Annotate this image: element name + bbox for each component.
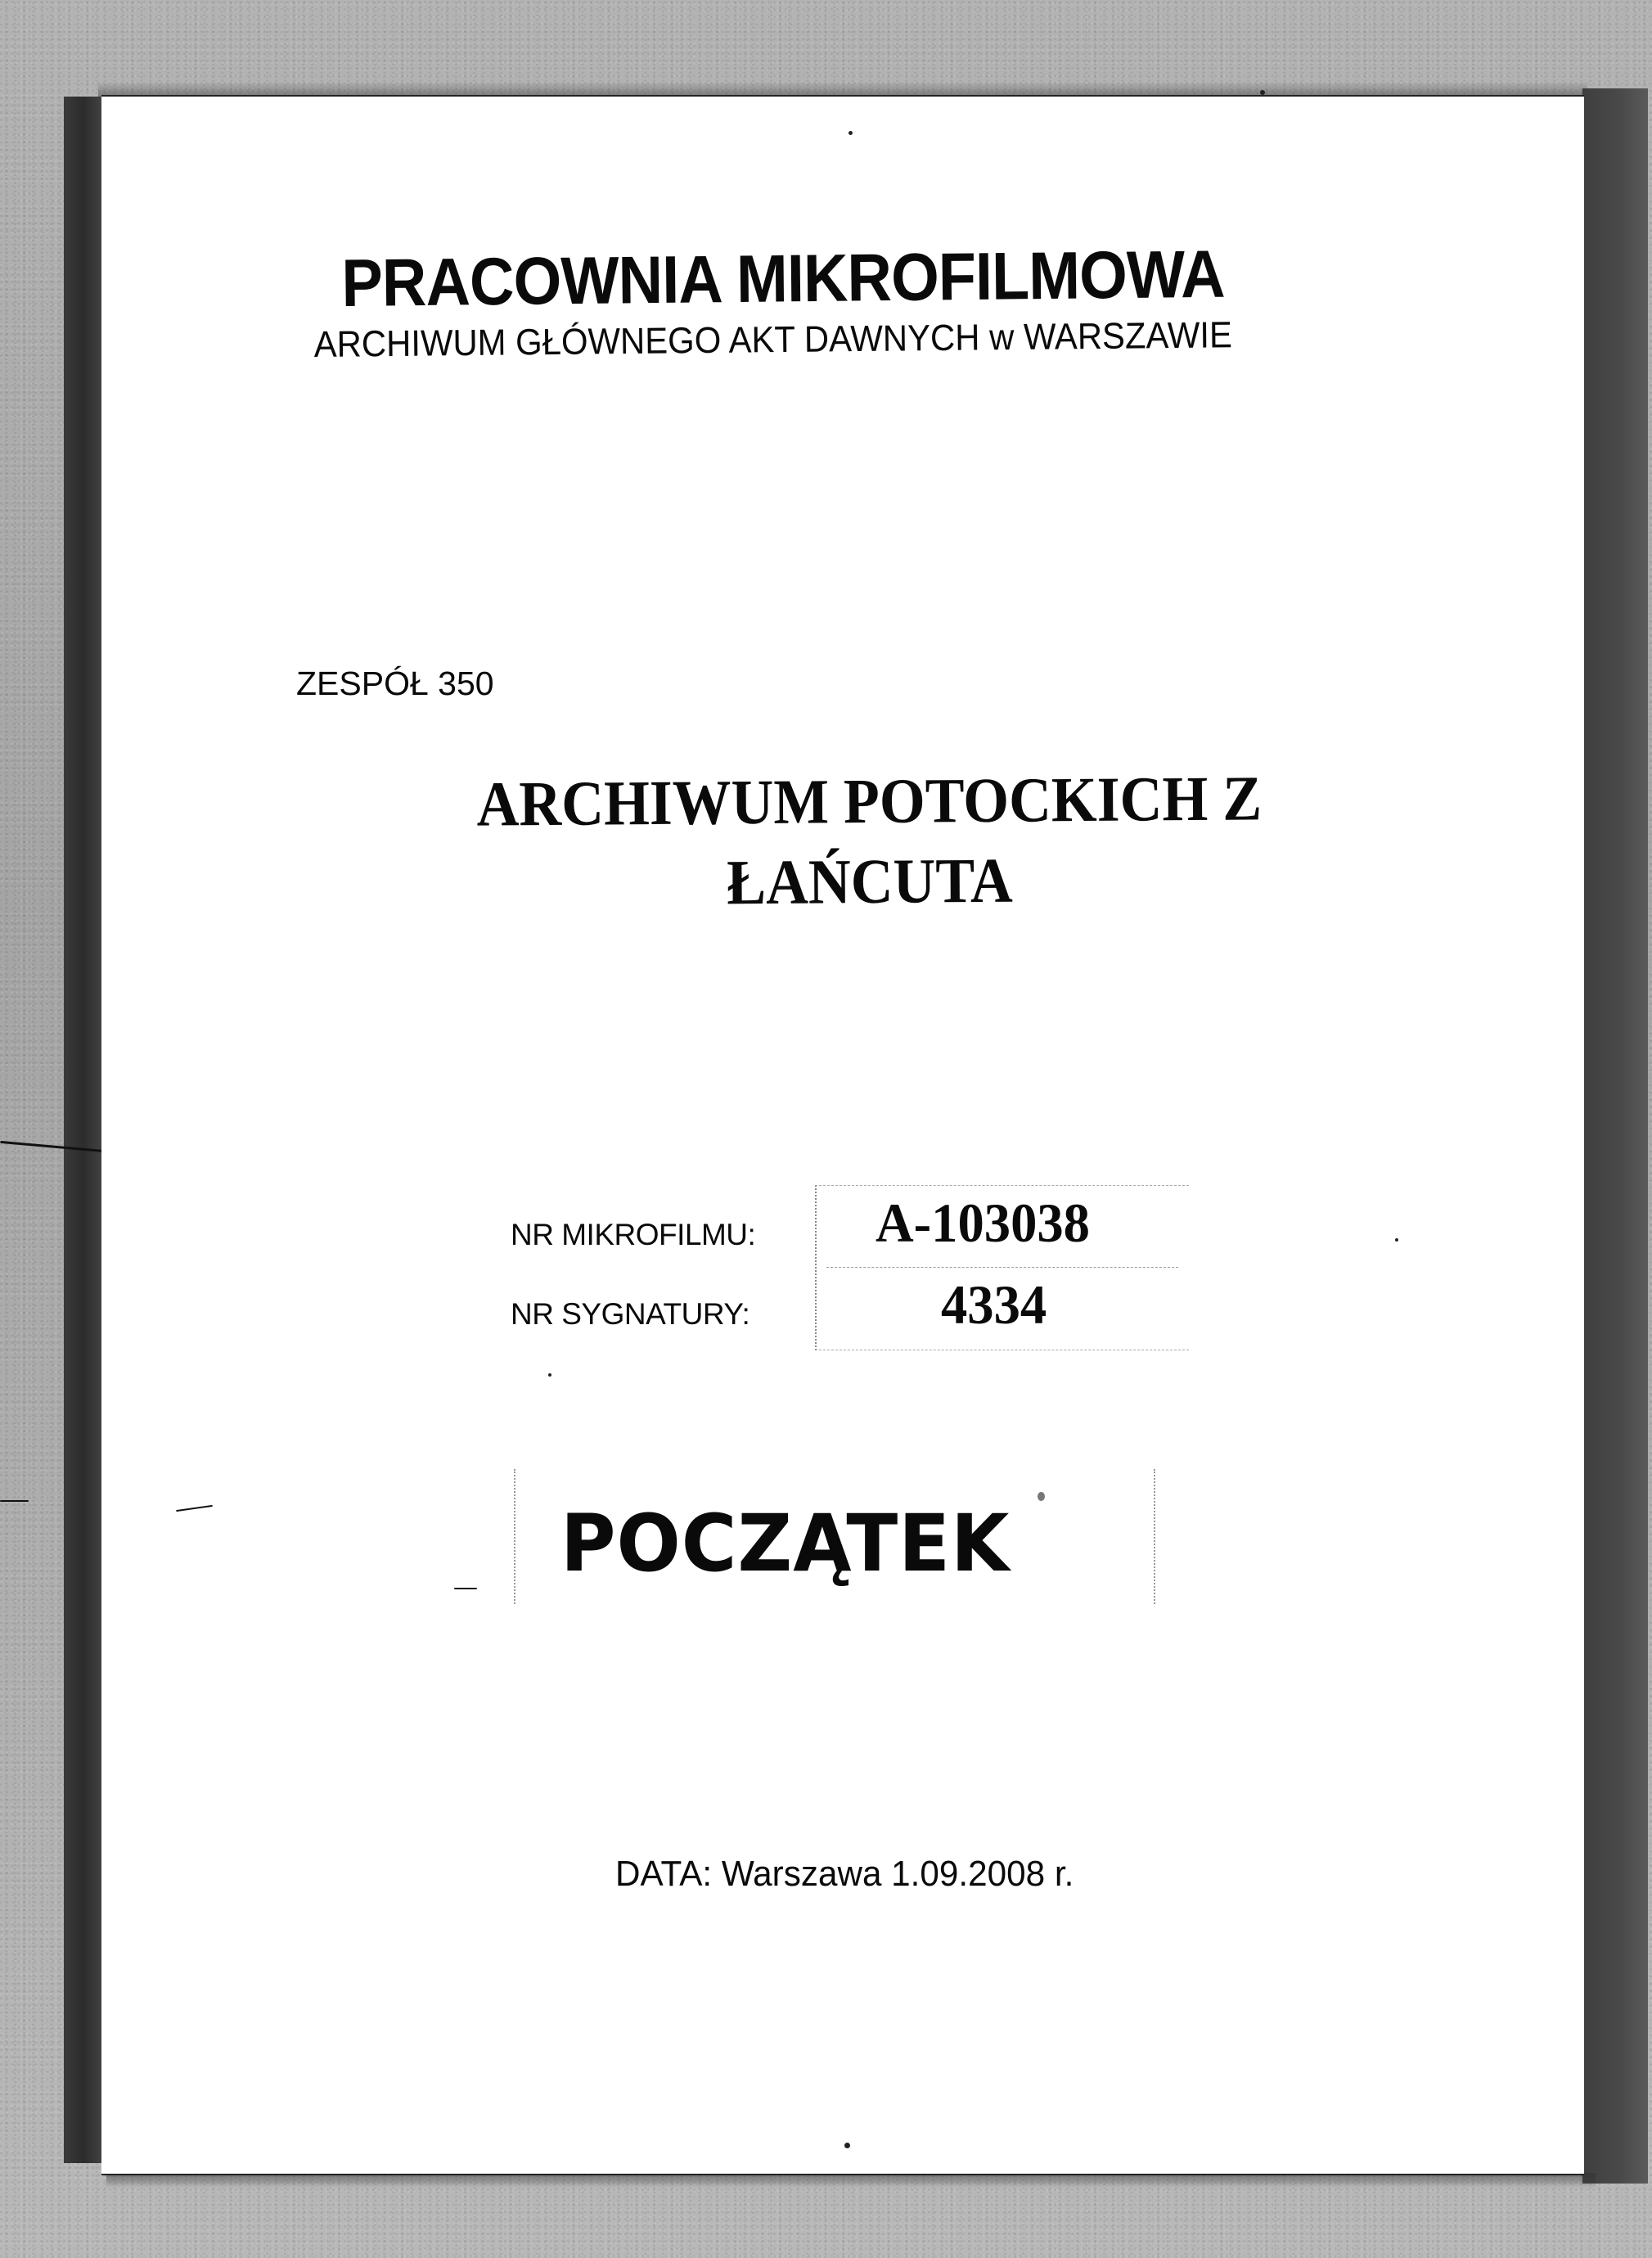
microfilm-number-label: NR MIKROFILMU: bbox=[511, 1218, 756, 1251]
ink-mark bbox=[454, 1588, 477, 1589]
dust-speck bbox=[849, 131, 853, 135]
collection-title: ARCHIWUM POTOCKICH Z ŁAŃCUTA bbox=[476, 762, 1263, 918]
dust-speck bbox=[1395, 1238, 1398, 1242]
lab-name-heading: PRACOWNIA MIKROFILMOWA bbox=[341, 237, 1226, 322]
film-scratch bbox=[0, 1500, 29, 1502]
fond-number: ZESPÓŁ 350 bbox=[296, 665, 494, 702]
archive-name-subheading: ARCHIWUM GŁÓWNEGO AKT DAWNYCH w WARSZAWIE bbox=[313, 313, 1233, 366]
date-line: DATA: Warszawa 1.09.2008 r. bbox=[615, 1854, 1074, 1894]
dust-speck bbox=[1038, 1492, 1045, 1501]
microfilm-number-value: A-103038 bbox=[876, 1192, 1090, 1254]
signature-number-value: 4334 bbox=[941, 1273, 1047, 1336]
dust-speck bbox=[1260, 90, 1265, 95]
dust-speck bbox=[548, 1373, 551, 1377]
reel-start-marker: POCZĄTEK bbox=[560, 1498, 1011, 1589]
dust-speck bbox=[844, 2143, 850, 2148]
sheet-right-shadow bbox=[1582, 88, 1648, 2184]
sheet-left-shadow bbox=[64, 97, 103, 2163]
field-values-divider bbox=[826, 1267, 1178, 1268]
signature-number-label: NR SYGNATURY: bbox=[511, 1297, 750, 1331]
